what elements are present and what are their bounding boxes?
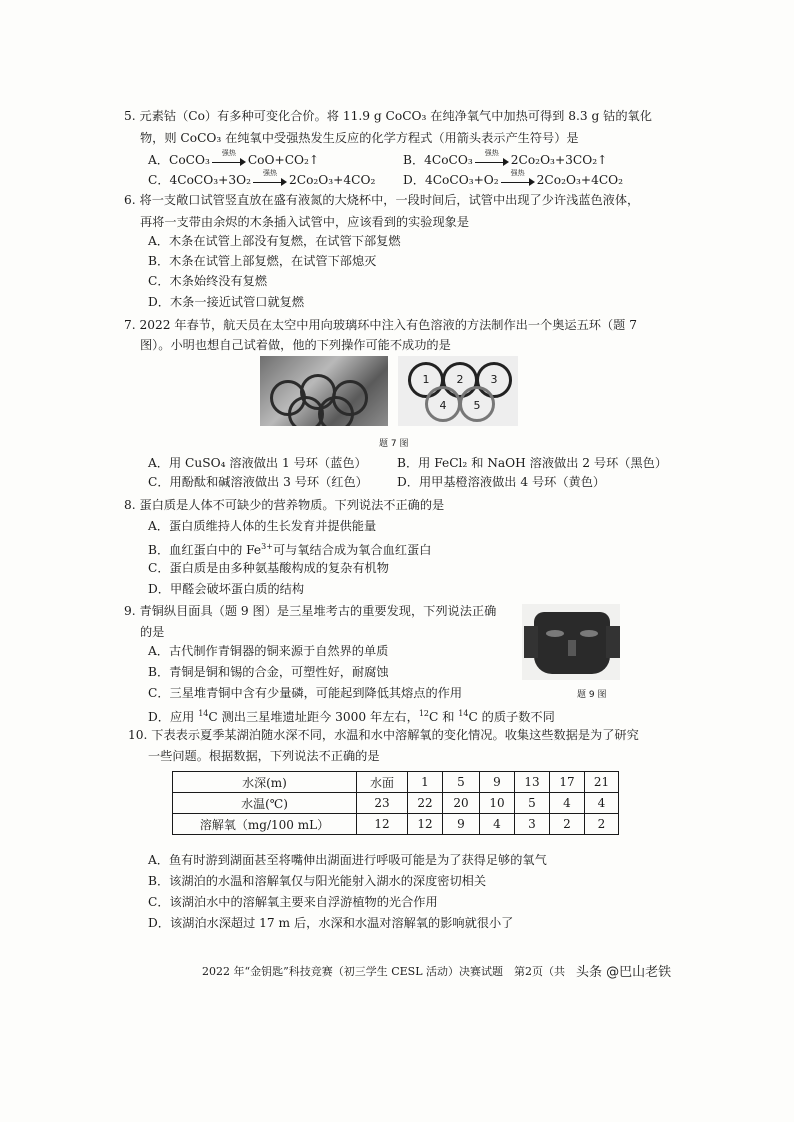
table-cell: 23 bbox=[357, 793, 408, 814]
table-cell: 1 bbox=[408, 772, 443, 793]
q5-option-b bbox=[403, 148, 608, 168]
q9-option-c: C．三星堆青铜中含有少量磷，可能起到降低其熔点的作用 bbox=[148, 686, 463, 700]
table-row-header: 溶解氧（mg/100 mL） bbox=[173, 814, 357, 835]
ring-2: 2 bbox=[442, 362, 478, 398]
ring-1: 1 bbox=[408, 362, 444, 398]
table-cell: 4 bbox=[550, 793, 585, 814]
table-row bbox=[173, 793, 619, 814]
space-station-photo bbox=[260, 356, 388, 426]
table-cell: 5 bbox=[515, 793, 550, 814]
table-cell: 2 bbox=[585, 814, 619, 835]
reaction-arrow-icon bbox=[253, 168, 287, 187]
table-cell: 22 bbox=[408, 793, 443, 814]
q10-stem-line1: 10. 下表表示夏季某湖泊随水深不同，水温和水中溶解氧的变化情况。收集这些数据是为了研究 bbox=[128, 728, 639, 742]
q5-a-products: CoO+CO₂↑ bbox=[247, 153, 320, 167]
table-cell: 4 bbox=[480, 814, 515, 835]
q10-option-d: D．该湖泊水深超过 17 m 后，水深和水温对溶解氧的影响就很小了 bbox=[148, 916, 514, 930]
table-cell: 13 bbox=[515, 772, 550, 793]
q7-stem-line1: 7. 2022 年春节，航天员在太空中用向玻璃环中注入有色溶液的方法制作出一个奥运五环（题 7 bbox=[124, 318, 637, 332]
q10-option-a: A．鱼有时游到湖面甚至将嘴伸出湖面进行呼吸可能是为了获得足够的氧气 bbox=[148, 853, 547, 867]
q8-option-b: B．血红蛋白中的 $Fe^{3+}$可与氧结合成为氧合血红蛋白 bbox=[148, 542, 432, 558]
q5-d-products: 2Co₂O₃+4CO₂ bbox=[536, 173, 624, 187]
q10-stem-line2: 一些问题。根据数据，下列说法不正确的是 bbox=[148, 749, 380, 763]
q6-stem-line2: 再将一支带由余烬的木条插入试管中，应该看到的实验现象是 bbox=[140, 215, 470, 229]
table-cell: 水面 bbox=[357, 772, 408, 793]
q9-stem-line2: 的是 bbox=[140, 625, 165, 639]
reaction-condition: 强热 bbox=[262, 168, 277, 177]
table-cell: 21 bbox=[585, 772, 619, 793]
q9-stem-line1: 9. 青铜纵目面具（题 9 图）是三星堆考古的重要发现，下列说法正确 bbox=[124, 604, 497, 618]
q5-stem-line1: 5. 元素钴（Co）有多种可变化合价。将 11.9 g CoCO₃ 在纯净氧气中加热可得到 8.3 g 钴的氧化 bbox=[124, 109, 652, 123]
q5-d-reactants: D．4CoCO₃+O₂ bbox=[403, 173, 499, 187]
q5-option-c bbox=[148, 168, 376, 188]
table-cell: 5 bbox=[443, 772, 480, 793]
table-cell: 2 bbox=[550, 814, 585, 835]
table-row bbox=[173, 772, 619, 793]
table-cell: 12 bbox=[357, 814, 408, 835]
q5-b-reactants: B．4CoCO₃ bbox=[403, 153, 473, 167]
q8-stem: 8. 蛋白质是人体不可缺少的营养物质。下列说法不正确的是 bbox=[124, 498, 445, 512]
bronze-mask-photo bbox=[522, 604, 620, 680]
table-cell: 20 bbox=[443, 793, 480, 814]
table-cell: 12 bbox=[408, 814, 443, 835]
lake-data-table bbox=[172, 771, 619, 835]
figure7-caption: 题 7 图 bbox=[379, 439, 409, 449]
q7-option-b: B．用 FeCl₂ 和 NaOH 溶液做出 2 号环（黑色） bbox=[397, 456, 668, 470]
q9-option-b: B．青铜是铜和锡的合金，可塑性好，耐腐蚀 bbox=[148, 665, 389, 679]
q7-option-c: C．用酚酞和碱溶液做出 3 号环（红色） bbox=[148, 475, 368, 489]
figure9-caption: 题 9 图 bbox=[577, 690, 607, 700]
q10-option-b: B．该湖泊的水温和溶解氧仅与阳光能射入湖水的深度密切相关 bbox=[148, 874, 487, 888]
q9-option-d: D．应用 $^{14}$C 测出三星堆遗址距今 3000 年左右，$^{12}$C 和 $^{14}$C 的质子数不同 bbox=[148, 709, 555, 725]
table-cell: 10 bbox=[480, 793, 515, 814]
q8-option-c: C．蛋白质是由多种氨基酸构成的复杂有机物 bbox=[148, 561, 389, 575]
reaction-condition: 强热 bbox=[221, 148, 236, 157]
table-cell: 9 bbox=[480, 772, 515, 793]
q6-option-b: B．木条在试管上部复燃，在试管下部熄灭 bbox=[148, 254, 377, 268]
watermark: 头条 @巴山老铁 bbox=[576, 965, 672, 980]
q8-option-a: A．蛋白质维持人体的生长发育并提供能量 bbox=[148, 519, 377, 533]
q6-option-c: C．木条始终没有复燃 bbox=[148, 274, 268, 288]
ring-3: 3 bbox=[476, 362, 512, 398]
ring-5: 5 bbox=[459, 386, 495, 422]
q5-stem-line2: 物，则 CoCO₃ 在纯氧中受强热发生反应的化学方程式（用箭头表示产生符号）是 bbox=[140, 131, 579, 145]
q5-a-reactants: A．CoCO₃ bbox=[148, 153, 210, 167]
q7-stem-line2: 图）。小明也想自己试着做，他的下列操作可能不成功的是 bbox=[140, 338, 451, 352]
reaction-condition: 强热 bbox=[484, 148, 499, 157]
reaction-arrow-icon bbox=[501, 168, 535, 187]
q6-option-a: A．木条在试管上部没有复燃，在试管下部复燃 bbox=[148, 234, 401, 248]
q9-option-a: A．古代制作青铜器的铜来源于自然界的单质 bbox=[148, 644, 389, 658]
ring-4: 4 bbox=[425, 386, 461, 422]
q5-option-a bbox=[148, 148, 320, 168]
q8-option-d: D．甲醛会破坏蛋白质的结构 bbox=[148, 582, 305, 596]
reaction-arrow-icon bbox=[475, 148, 509, 167]
reaction-condition: 强热 bbox=[510, 168, 525, 177]
table-cell: 9 bbox=[443, 814, 480, 835]
table-row bbox=[173, 814, 619, 835]
q5-c-products: 2Co₂O₃+4CO₂ bbox=[288, 173, 376, 187]
q7-option-a: A．用 CuSO₄ 溶液做出 1 号环（蓝色） bbox=[148, 456, 367, 470]
page-footer: 2022 年“金钥匙”科技竞赛（初三学生 CESL 活动）决赛试题 第2页（共 bbox=[202, 965, 566, 978]
q6-option-d: D．木条一接近试管口就复燃 bbox=[148, 295, 305, 309]
table-cell: 4 bbox=[585, 793, 619, 814]
table-row-header: 水温(℃) bbox=[173, 793, 357, 814]
q5-b-products: 2Co₂O₃+3CO₂↑ bbox=[510, 153, 608, 167]
olympic-rings-figure bbox=[398, 356, 518, 426]
table-cell: 3 bbox=[515, 814, 550, 835]
table-cell: 17 bbox=[550, 772, 585, 793]
q6-stem-line1: 6. 将一支敞口试管竖直放在盛有液氮的大烧杯中，一段时间后，试管中出现了少许浅蓝色液体， bbox=[124, 193, 640, 207]
reaction-arrow-icon bbox=[212, 148, 246, 167]
q7-option-d: D．用甲基橙溶液做出 4 号环（黄色） bbox=[397, 475, 606, 489]
q5-c-reactants: C．4CoCO₃+3O₂ bbox=[148, 173, 251, 187]
q10-option-c: C．该湖泊水中的溶解氧主要来自浮游植物的光合作用 bbox=[148, 895, 438, 909]
table-row-header: 水深(m) bbox=[173, 772, 357, 793]
q5-option-d bbox=[403, 168, 624, 188]
